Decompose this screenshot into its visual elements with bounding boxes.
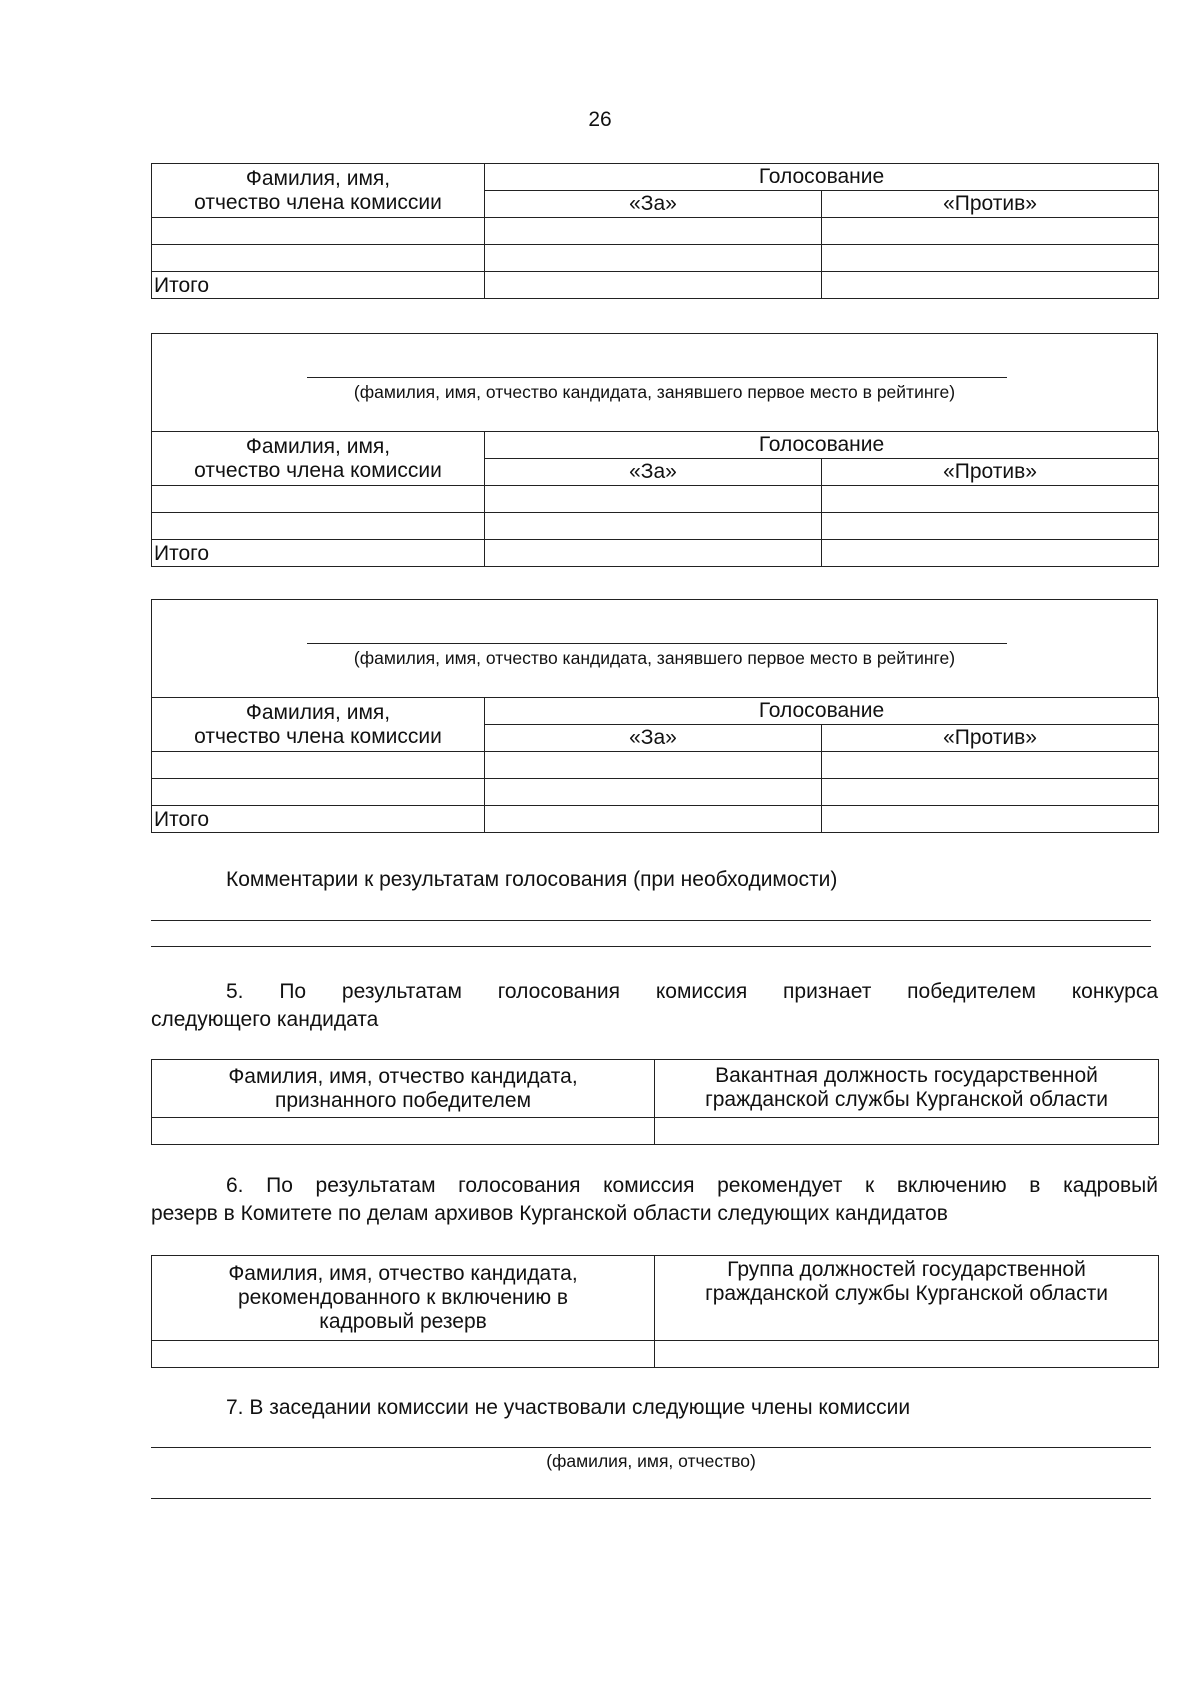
vote-table-1 xyxy=(151,163,1159,299)
member-name-header: Фамилия, имя, отчество члена комиссии xyxy=(152,432,485,486)
position-group-header: Группа должностей государственной гражданской службы Курганской области xyxy=(655,1256,1159,1341)
comments-line-2 xyxy=(151,946,1151,947)
section5-text xyxy=(151,978,1158,1034)
vote-header: Голосование xyxy=(485,698,1159,725)
table-row xyxy=(152,779,1159,806)
for-header: «За» xyxy=(485,459,822,486)
table-row xyxy=(152,486,1159,513)
candidate-box-2 xyxy=(151,333,1158,431)
candidate-name-line xyxy=(307,643,1007,644)
total-label: Итого xyxy=(152,806,485,833)
section6-line1: 6. По результатам голосования комиссия рекомендует к включению в кадровый xyxy=(226,1174,1158,1197)
against-header: «Против» xyxy=(822,191,1159,218)
table-row xyxy=(152,752,1159,779)
page-number: 26 xyxy=(588,108,612,131)
comments-line-1 xyxy=(151,920,1151,921)
section7-text: 7. В заседании комиссии не участвовали следующие члены комиссии xyxy=(226,1396,911,1419)
section6-line2: резерв в Комитете по делам архивов Курганской области следующих кандидатов xyxy=(151,1202,948,1225)
member-name-header: Фамилия, имя, отчество члена комиссии xyxy=(152,164,485,218)
absent-members-line xyxy=(151,1447,1151,1448)
table-row xyxy=(152,1341,1159,1368)
absent-members-line-2 xyxy=(151,1498,1151,1499)
total-label: Итого xyxy=(152,272,485,299)
reserve-name-header: Фамилия, имя, отчество кандидата, рекомендованного к включению в кадровый резерв xyxy=(152,1256,655,1341)
vote-header: Голосование xyxy=(485,432,1159,459)
winner-name-header: Фамилия, имя, отчество кандидата, признанного победителем xyxy=(152,1060,655,1118)
vacant-position-header: Вакантная должность государственной гражданской службы Курганской области xyxy=(655,1060,1159,1118)
member-name-header: Фамилия, имя, отчество члена комиссии xyxy=(152,698,485,752)
table-row xyxy=(152,218,1159,245)
total-label: Итого xyxy=(152,540,485,567)
candidate-name-line xyxy=(307,377,1007,378)
table-row xyxy=(152,1118,1159,1145)
section5-line1: 5. По результатам голосования комиссия признает победителем конкурса xyxy=(226,980,1158,1003)
absent-members-caption: (фамилия, имя, отчество) xyxy=(546,1451,756,1471)
reserve-table xyxy=(151,1255,1159,1368)
vote-header: Голосование xyxy=(485,164,1159,191)
candidate-box-3 xyxy=(151,599,1158,697)
total-row xyxy=(152,540,1159,567)
candidate-caption: (фамилия, имя, отчество кандидата, занявшего первое место в рейтинге) xyxy=(353,648,956,668)
for-header: «За» xyxy=(485,191,822,218)
table-row xyxy=(152,513,1159,540)
vote-table-2 xyxy=(151,431,1159,567)
total-row xyxy=(152,272,1159,299)
table-row xyxy=(152,245,1159,272)
comments-label: Комментарии к результатам голосования (при необходимости) xyxy=(226,868,838,891)
against-header: «Против» xyxy=(822,459,1159,486)
against-header: «Против» xyxy=(822,725,1159,752)
total-row xyxy=(152,806,1159,833)
section6-text xyxy=(151,1172,1158,1228)
vote-table-3 xyxy=(151,697,1159,833)
candidate-caption: (фамилия, имя, отчество кандидата, занявшего первое место в рейтинге) xyxy=(353,382,956,402)
section5-line2: следующего кандидата xyxy=(151,1008,379,1031)
winner-table xyxy=(151,1059,1159,1145)
for-header: «За» xyxy=(485,725,822,752)
